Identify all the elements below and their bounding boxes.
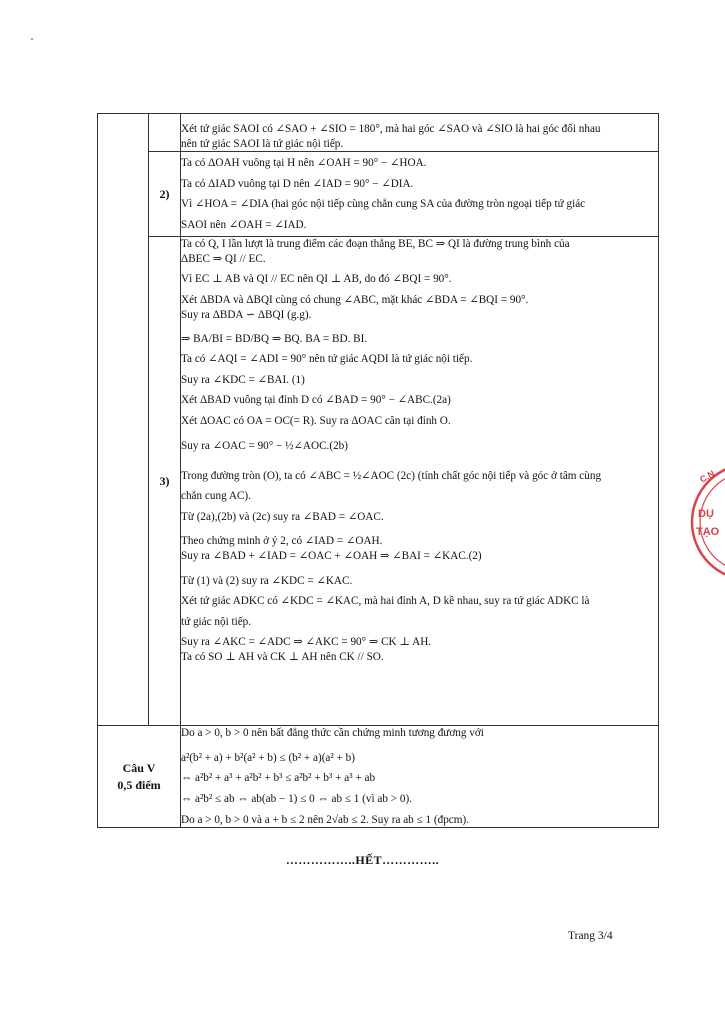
official-stamp-seal (688, 455, 725, 590)
solution-line: ΔBEC ⇒ QI // EC. (181, 252, 266, 265)
solution-line: Suy ra ∠OAC = 90° − ½∠AOC.(2b) (181, 439, 348, 452)
scan-speck (31, 38, 33, 40)
solution-line: Ta có ΔIAD vuông tại D nên ∠IAD = 90° − ∠DIA. (181, 177, 414, 190)
sub-question-label-3: 3) (149, 237, 181, 726)
table-row (98, 152, 659, 237)
solution-line: Vì EC ⊥ AB và QI // EC nên QI ⊥ AB, do đó ∠BQI = 90°. (181, 273, 452, 286)
solution-cell-3 (181, 237, 659, 726)
solution-line: Từ (1) và (2) suy ra ∠KDC = ∠KAC. (181, 574, 353, 587)
question-number: Câu V (122, 760, 156, 775)
sub-question-label-2: 2) (149, 152, 181, 237)
table-row (98, 114, 659, 152)
solution-line: SAOI nên ∠OAH = ∠IAD. (181, 218, 307, 231)
solution-line: chắn cung AC). (181, 490, 251, 503)
stamp-text: C.N (698, 468, 717, 485)
sub-column-blank (149, 114, 181, 152)
solution-line: Suy ra ∠KDC = ∠BAI. (1) (181, 373, 305, 386)
solution-line: Theo chứng minh ở ý 2, có ∠IAD = ∠OAH. (181, 535, 383, 548)
solution-line: Ta có Q, I lần lượt là trung điểm các đoạn thẳng BE, BC ⇒ QI là đường trung bình của (181, 238, 570, 251)
solution-line: Suy ra ∠AKC = ∠ADC ⇒ ∠AKC = 90° ⇒ CK ⊥ AH. (181, 636, 432, 649)
solution-line: Trong đường tròn (O), ta có ∠ABC = ½∠AOC (2c) (tính chất góc nội tiếp và góc ở tâm cùng (181, 469, 602, 482)
solution-line: Suy ra ∠BAD + ∠IAD = ∠OAC + ∠OAH ⇒ ∠BAI = ∠KAC.(2) (181, 549, 482, 562)
solution-line: Do a > 0, b > 0 nên bất đẳng thức cần chứng minh tương đương với (181, 727, 484, 740)
end-mark: ……………..HẾT………….. (285, 853, 440, 867)
solution-line: ⇔ a²b² + a³ + a²b² + b³ ≤ a²b² + b³ + a³ + ab (181, 772, 376, 785)
solution-line: Từ (2a),(2b) và (2c) suy ra ∠BAD = ∠OAC. (181, 510, 384, 523)
solution-line: Xét tứ giác ADKC có ∠KDC = ∠KAC, mà hai đỉnh A, D kề nhau, suy ra tứ giác ADKC là (181, 595, 590, 608)
solution-cell-cau-v (181, 726, 659, 828)
solution-line: a²(b² + a) + b²(a² + b) ≤ (b² + a)(a² + b) (181, 751, 355, 764)
question-points: 0,5 điểm (117, 777, 161, 792)
question-label-cau-v (98, 726, 181, 828)
solution-line: ⇔ a²b² ≤ ab ⇔ ab(ab − 1) ≤ 0 ⇔ ab ≤ 1 (vì ab > 0). (181, 792, 412, 805)
page-number: Trang 3/4 (568, 930, 613, 942)
solution-line: ⇒ BA/BI = BD/BQ ⇒ BQ. BA = BD. BI. (181, 333, 368, 346)
solution-table (97, 113, 659, 828)
solution-line: Ta có ΔOAH vuông tại H nên ∠OAH = 90° − ∠HOA. (181, 157, 427, 170)
solution-line: Xét ΔBAD vuông tại đỉnh D có ∠BAD = 90° − ∠ABC.(2a) (181, 394, 451, 407)
solution-line: Do a > 0, b > 0 và a + b ≤ 2 nên 2√ab ≤ 2. Suy ra ab ≤ 1 (đpcm). (181, 813, 470, 826)
solution-line: Suy ra ΔBDA ∽ ΔBQI (g.g). (181, 308, 312, 321)
table-row (98, 726, 659, 828)
stamp-text: TẠO (696, 526, 720, 538)
solution-cell-2 (181, 152, 659, 237)
question-column-blank (98, 114, 149, 726)
solution-line: Xét ΔBDA và ΔBQI cùng có chung ∠ABC, mặt khác ∠BDA = ∠BQI = 90°. (181, 293, 529, 306)
solution-line: Xét tứ giác SAOI có ∠SAO + ∠SIO = 180°, mà hai góc ∠SAO và ∠SIO là hai góc đối nhau (181, 123, 601, 135)
solution-line: Vì ∠HOA = ∠DIA (hai góc nội tiếp cùng chắn cung SA của đường tròn ngoại tiếp tứ giác (181, 198, 586, 211)
solution-line: tứ giác nội tiếp. (181, 615, 252, 628)
solution-line: Xét ΔOAC có OA = OC(= R). Suy ra ΔOAC cân tại đỉnh O. (181, 414, 451, 427)
solution-line: Ta có SO ⊥ AH và CK ⊥ AH nên CK // SO. (181, 650, 384, 663)
solution-cell-continuation (181, 114, 659, 152)
stamp-text: DỤ (698, 508, 714, 520)
solution-line: nên tứ giác SAOI là tứ giác nội tiếp. (181, 137, 344, 150)
table-row (98, 237, 659, 726)
solution-line: Ta có ∠AQI = ∠ADI = 90° nên tứ giác AQDI là tứ giác nội tiếp. (181, 353, 473, 366)
